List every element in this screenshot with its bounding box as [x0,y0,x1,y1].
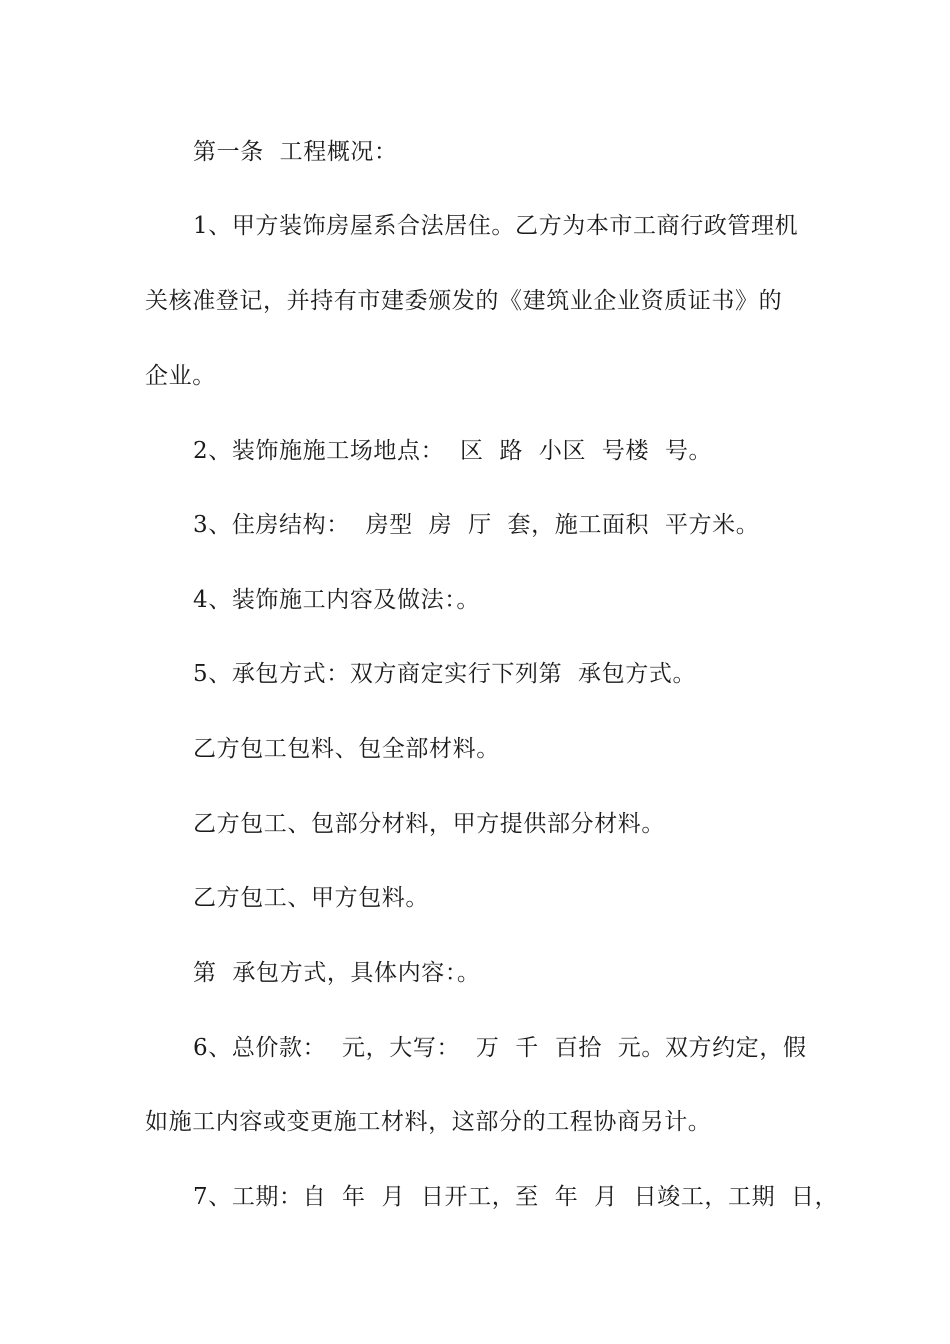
paragraph-line: 6、总价款： 元，大写： 万 千 百拾 元。双方约定，假 [193,1035,807,1061]
paragraph-line: 5、承包方式：双方商定实行下列第 承包方式。 [193,661,697,687]
paragraph-line: 企业。 [145,363,216,389]
paragraph-line: 第 承包方式，具体内容：。 [193,960,481,986]
paragraph-line: 2、装饰施施工场地点： 区 路 小区 号楼 号。 [193,438,713,464]
paragraph-line: 如施工内容或变更施工材料，这部分的工程协商另计。 [145,1109,712,1135]
paragraph-line: 乙方包工包料、包全部材料。 [193,736,500,762]
paragraph-line: 1、甲方装饰房屋系合法居住。乙方为本市工商行政管理机 [193,213,799,239]
paragraph-line: 3、住房结构： 房型 房 厅 套，施工面积 平方米。 [193,512,760,538]
paragraph-line: 4、装饰施工内容及做法：。 [193,587,480,613]
paragraph-line: 7、工期：自 年 月 日开工，至 年 月 日竣工，工期 日， [193,1184,839,1210]
paragraph-line: 乙方包工、包部分材料，甲方提供部分材料。 [193,811,665,837]
article-heading: 第一条 工程概况： [193,139,398,165]
paragraph-line: 乙方包工、甲方包料。 [193,885,429,911]
paragraph-line: 关核准登记，并持有市建委颁发的《建筑业企业资质证书》的 [145,288,783,314]
